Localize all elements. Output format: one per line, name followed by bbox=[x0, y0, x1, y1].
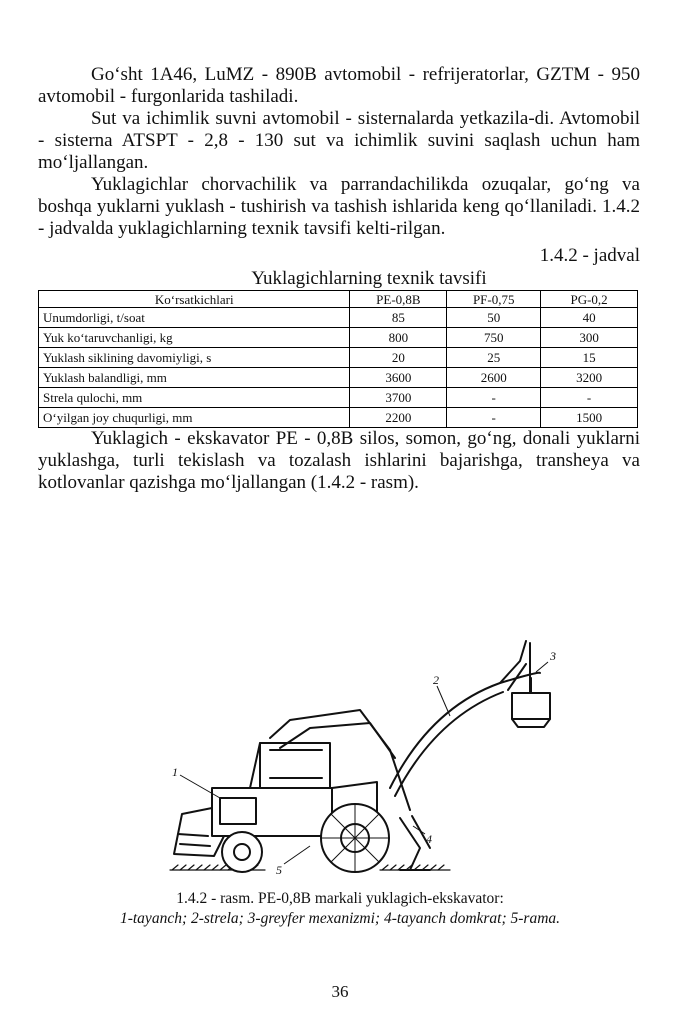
table-cell: Yuk ko‘taruvchanligi, kg bbox=[39, 328, 350, 348]
table-cell: - bbox=[541, 388, 638, 408]
table-cell: 1500 bbox=[541, 408, 638, 428]
table-header-cell: PG-0,2 bbox=[541, 291, 638, 308]
table-cell: 3700 bbox=[350, 388, 447, 408]
grapple-mechanism bbox=[512, 678, 550, 727]
page-content bbox=[38, 64, 640, 494]
table-cell: 40 bbox=[541, 308, 638, 328]
table-header-cell: PF-0,75 bbox=[447, 291, 541, 308]
table-row bbox=[39, 348, 638, 368]
figure-label-4: 4 bbox=[426, 832, 432, 846]
table-number: 1.4.2 - jadval bbox=[539, 245, 640, 266]
table-cell: O‘yilgan joy chuqurligi, mm bbox=[39, 408, 350, 428]
paragraph-loaders: Yuklagichlar chorvachilik va parrandachilikda ozuqalar, go‘ng va boshqa yuklarni yuklash - tushirish va tashish ishlarida keng qo‘llaniladi. 1.4.2 - jadvalda yuklagichlarning texnik tavsifi kelti-rilgan. bbox=[38, 174, 640, 239]
figure-caption: 1.4.2 - rasm. PE-0,8B markali yuklagich-ekskavator: bbox=[176, 890, 504, 907]
front-wheel bbox=[222, 832, 262, 872]
table-cell: 3600 bbox=[350, 368, 447, 388]
paragraph-excavator: Yuklagich - ekskavator PE - 0,8B silos, somon, go‘ng, donali yuklarni yuklashga, turli tekislash va tozalash ishlarini bajarishga, transheya va kotlovanlar qazishga mo‘ljallangan (1.4.2 - rasm). bbox=[38, 428, 640, 493]
table-cell: 3200 bbox=[541, 368, 638, 388]
table-cell: 300 bbox=[541, 328, 638, 348]
table-cell: 15 bbox=[541, 348, 638, 368]
page-number: 36 bbox=[331, 982, 349, 1001]
figure-label-5: 5 bbox=[276, 863, 282, 877]
figure-label-3: 3 bbox=[550, 649, 556, 663]
figure-label-2: 2 bbox=[433, 673, 439, 687]
paragraph-milk-water: Sut va ichimlik suvni avtomobil - sisternalarda yetkazila-di. Avtomobil - sisterna ATSPT - 2,8 - 130 sut va ichimlik suvini saqlash uchun ham mo‘ljallangan. bbox=[38, 108, 640, 173]
table-row bbox=[39, 328, 638, 348]
table-cell: Yuklash siklining davomiyligi, s bbox=[39, 348, 350, 368]
table-cell: 25 bbox=[447, 348, 541, 368]
table-cell: 85 bbox=[350, 308, 447, 328]
paragraph-meat-transport: Go‘sht 1A46, LuMZ - 890B avtomobil - refrijeratorlar, GZTM - 950 avtomobil - furgonlarida tashiladi. bbox=[38, 64, 640, 107]
table-row bbox=[39, 368, 638, 388]
table-header-cell: PE-0,8B bbox=[350, 291, 447, 308]
table-cell: Yuklash balandligi, mm bbox=[39, 368, 350, 388]
table-cell: 2200 bbox=[350, 408, 447, 428]
figure-caption-block bbox=[0, 889, 680, 929]
table-title: Yuklagichlarning texnik tavsifi bbox=[251, 268, 487, 289]
table-row bbox=[39, 308, 638, 328]
table-header-cell: Ko‘rsatkichlari bbox=[39, 291, 350, 308]
table-row bbox=[39, 408, 638, 428]
table-cell: 750 bbox=[447, 328, 541, 348]
loader-spec-table bbox=[38, 290, 638, 428]
loader-excavator-figure bbox=[150, 638, 630, 888]
table-cell: Unumdorligi, t/soat bbox=[39, 308, 350, 328]
table-row bbox=[39, 388, 638, 408]
table-cell: 2600 bbox=[447, 368, 541, 388]
figure-legend: 1-tayanch; 2-strela; 3-greyfer mexanizmi; 4-tayanch domkrat; 5-rama. bbox=[119, 910, 561, 927]
table-cell: Strela qulochi, mm bbox=[39, 388, 350, 408]
table-header-row bbox=[39, 291, 638, 308]
figure-label-1: 1 bbox=[172, 765, 178, 779]
table-cell: - bbox=[447, 388, 541, 408]
table-cell: 50 bbox=[447, 308, 541, 328]
table-cell: - bbox=[447, 408, 541, 428]
table-cell: 800 bbox=[350, 328, 447, 348]
table-cell: 20 bbox=[350, 348, 447, 368]
